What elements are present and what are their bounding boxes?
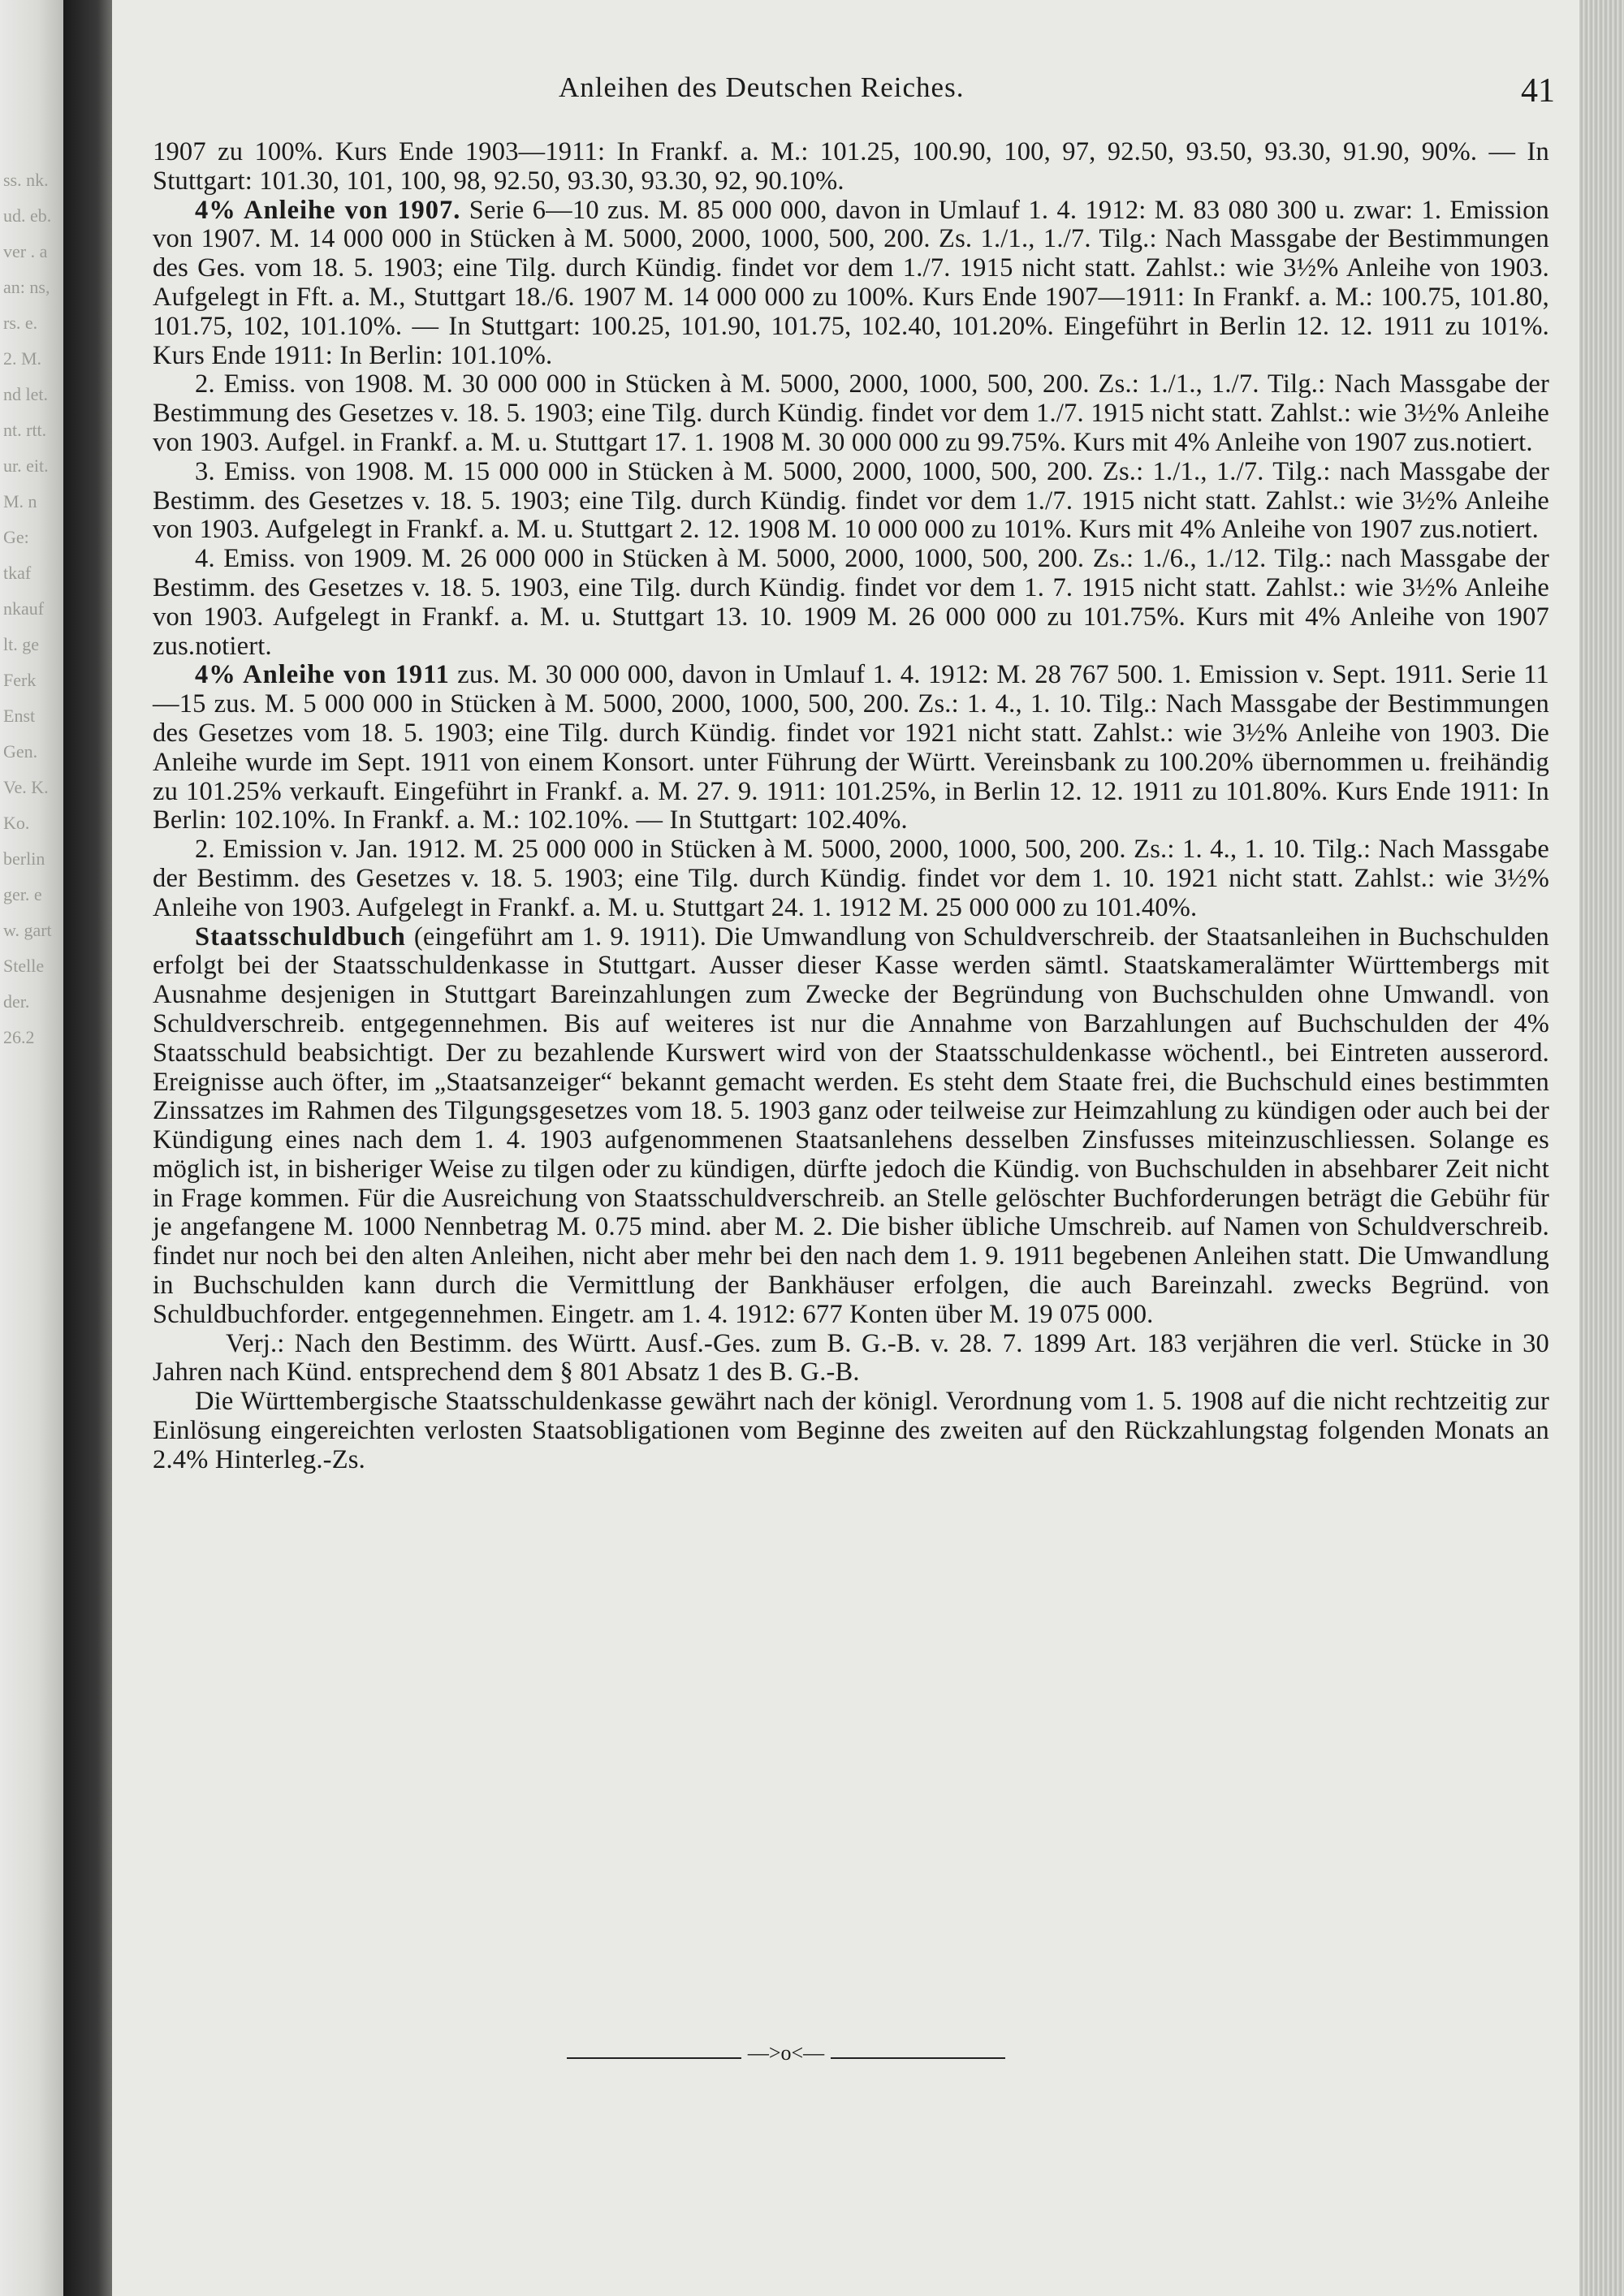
- page-edge-stack: [1579, 0, 1624, 2296]
- paragraph-emission-3: 3. Emiss. von 1908. M. 15 000 000 in Stücken à M. 5000, 2000, 1000, 500, 200. Zs.: 1./1., 1./7. Tilg.: nach Massgabe der Bestimm. des Gesetzes v. 18. 5. 1903; eine Tilg. durch Kündig. findet vor dem 1./7. 1915 nicht statt. Zahlst.: wie 3½% Anleihe von 1903. Aufgelegt in Frankf. a. M. u. Stuttgart 2. 12. 1908 M. 10 000 000 zu 101%. Kurs mit 4% Anleihe von 1907 zus.notiert.: [153, 456, 1549, 545]
- section-divider: [567, 2041, 1005, 2065]
- body-text: [153, 138, 1549, 1475]
- paragraph-emission-2: 2. Emiss. von 1908. M. 30 000 000 in Stücken à M. 5000, 2000, 1000, 500, 200. Zs.: 1./1., 1./7. Tilg.: Nach Massgabe der Bestimmung des Gesetzes v. 18. 5. 1903; eine Tilg. durch Kündig. findet vor dem 1./7. 1915 nicht statt. Zahlst.: wie 3½% Anleihe von 1903. Aufgel. in Frankf. a. M. u. Stuttgart 17. 1. 1908 M. 30 000 000 zu 99.75%. Kurs mit 4% Anleihe von 1907 zus.notiert.: [153, 369, 1549, 457]
- heading-staatsschuldbuch: Staatsschuldbuch: [195, 921, 406, 952]
- section-anleihe-1911: [153, 661, 1549, 835]
- scan-left-margin: [0, 0, 63, 2296]
- divider-rule-left: [567, 2057, 741, 2059]
- running-header: [112, 71, 1579, 112]
- divider-rule-right: [831, 2057, 1005, 2059]
- paragraph-anleihe-1911: zus. M. 30 000 000, davon in Umlauf 1. 4. 1912: M. 28 767 500. 1. Emission v. Sept. 1911. Serie 11—15 zus. M. 5 000 000 in Stücken à M. 5000, 2000, 1000, 500, 200. Zs.: 1. 4., 1. 10. Tilg.: Nach Massgabe der Bestimmungen des Gesetzes vom 18. 5. 1903; eine Tilg. durch Kündig. findet vor 1921 nicht statt. Zahlst.: wie 3½% Anleihe von 1903. Die Anleihe wurde im Sept. 1911 von einem Konsort. unter Führung der Württ. Vereinsbank zu 100.20% übernommen u. freihändig zu 101.25% verkauft. Eingeführt in Frankf. a. M. 27. 9. 1911: 101.25%, in Berlin 12. 12. 1911 zu 101.80%. Kurs Ende 1911: In Berlin: 102.10%. In Frankf. a. M.: 102.10%. — In Stuttgart: 102.40%.: [153, 660, 1549, 835]
- paragraph-staatsschuldbuch: (eingeführt am 1. 9. 1911). Die Umwandlung von Schuldverschreib. der Staatsanleihen in Buchschulden erfolgt bei der Staatsschuldenkasse in Stuttgart. Ausser dieser Kasse werden sämtl. Staatskameralämter Württembergs mit Ausnahme desjenigen in Stuttgart Bareinzahlungen zum Zwecke der Begründung von Buchschulden ohne Umwandl. von Schuldverschreib. entgegennehmen. Bis auf weiteres ist nur die Annahme von Barzahlungen auf Buchschulden der 4% Staatsschuld beabsichtigt. Der zu bezahlende Kurswert wird von der Staatsschuldenkasse wöchentl., bei Eintreten ausserord. Ereignisse auch öfter, im „Staatsanzeiger“ bekannt gemacht werden. Es steht dem Staate frei, die Buchschuld eines bestimmten Zinssatzes im Rahmen des Tilgungsgesetzes vom 18. 5. 1903 ganz oder teilweise zur Heimzahlung zu kündigen oder auch bei der Kündigung eines nach dem 1. 4. 1903 aufgenommenen Staatsanlehens desselben Zinsfusses miteinzuschliessen. Solange es möglich ist, in bisheriger Weise zu tilgen oder zu kündigen, dürfte jedoch die Kündig. von Buchschulden in absehbarer Zeit nicht in Frage kommen. Für die Ausreichung von Staatsschuldverschreib. an Stelle gelöschter Buchforderungen beträgt die Gebühr für je angefangene M. 1000 Nennbetrag M. 0.75 mind. aber M. 2. Die bisher übliche Umschreib. auf Namen von Schuldverschreib. findet nur noch bei den alten Anleihen, nicht aber mehr bei den nach dem 1. 9. 1911 begebenen Anleihen statt. Die Umwandlung in Buchschulden kann durch die Vermittlung der Bankhäuser erfolgen, die auch Bareinzahl. zwecks Begründ. von Schuldbuchforder. entgegennehmen. Eingetr. am 1. 4. 1912: 677 Konten über M. 19 075 000.: [153, 921, 1549, 1329]
- paragraph-kurs-1903: 1907 zu 100%. Kurs Ende 1903—1911: In Frankf. a. M.: 101.25, 100.90, 100, 97, 92.50, 93.50, 93.30, 91.90, 90%. — In Stuttgart: 101.30, 101, 100, 98, 92.50, 93.30, 93.30, 92, 90.10%.: [153, 137, 1549, 196]
- heading-anleihe-1911: 4% Anleihe von 1911: [195, 660, 450, 690]
- paragraph-verjaehrung: Verj.: Nach den Bestimm. des Württ. Ausf.-Ges. zum B. G.-B. v. 28. 7. 1899 Art. 183 verjähren die verl. Stücke in 30 Jahren nach Künd. entsprechend dem § 801 Absatz 1 des B. G.-B.: [153, 1328, 1549, 1388]
- heading-anleihe-1907: 4% Anleihe von 1907.: [195, 195, 461, 225]
- paragraph-emission-1912: 2. Emission v. Jan. 1912. M. 25 000 000 in Stücken à M. 5000, 2000, 1000, 500, 200. Zs.: 1. 4., 1. 10. Tilg.: Nach Massgabe der Bestimm. des Gesetzes v. 18. 5. 1903; eine Tilg. durch Kündig. findet vor dem 1. 10. 1921 nicht statt. Zahlst.: wie 3½% Anleihe von 1903. Aufgelegt in Frankf. a. M. u. Stuttgart 24. 1. 1912 M. 25 000 000 zu 101.40%.: [153, 835, 1549, 922]
- paragraph-emission-4: 4. Emiss. von 1909. M. 26 000 000 in Stücken à M. 5000, 2000, 1000, 500, 200. Zs.: 1./6., 1./12. Tilg.: nach Massgabe der Bestimm. des Gesetzes v. 18. 5. 1903, eine Tilg. durch Kündig. findet vor dem 1. 7. 1915 nicht statt. Zahlst.: wie 3½% Anleihe von 1903. Aufgelegt in Frankf. a. M. u. Stuttgart 13. 10. 1909 M. 26 000 000 zu 101.75%. Kurs mit 4% Anleihe von 1907 zus.notiert.: [153, 544, 1549, 661]
- book-gutter: [63, 0, 112, 2296]
- divider-ornament: —>o<—: [747, 2041, 825, 2065]
- header-title: Anleihen des Deutschen Reiches.: [559, 71, 965, 103]
- section-anleihe-1907: [153, 196, 1549, 371]
- page-number: 41: [1521, 72, 1555, 110]
- margin-fragments: ss. nk. ud. eb. ver . a an: ns, rs. e. 2. M. nd let. nt. rtt. ur. eit. M. n Ge: tkaf nkauf lt. ge Ferk Enst Gen. Ve. K. Ko. berlin ger. e w. gart Stelle der. 26.2: [3, 170, 52, 1047]
- paragraph-hinterlegung: Die Württembergische Staatsschuldenkasse gewährt nach der königl. Verordnung vom 1. 5. 1908 auf die nicht rechtzeitig zur Einlösung eingereichten verlosten Staatsobligationen vom Beginne des zweiten auf den Rückzahlungstag folgenden Monats an 2.4% Hinterleg.-Zs.: [153, 1387, 1549, 1474]
- paragraph-anleihe-1907: Serie 6—10 zus. M. 85 000 000, davon in Umlauf 1. 4. 1912: M. 83 080 300 u. zwar: 1. Emission von 1907. M. 14 000 000 in Stücken à M. 5000, 2000, 1000, 500, 200. Zs. 1./1., 1./7. Tilg.: Nach Massgabe der Bestimmungen des Ges. vom 18. 5. 1903; eine Tilg. durch Kündig. findet vor dem 1./7. 1915 nicht statt. Zahlst.: wie 3½% Anleihe von 1903. Aufgelegt in Fft. a. M., Stuttgart 18./6. 1907 M. 14 000 000 zu 100%. Kurs Ende 1907—1911: In Frankf. a. M.: 100.75, 101.80, 101.75, 102, 101.10%. — In Stuttgart: 100.25, 101.90, 101.75, 102.40, 101.20%. Eingeführt in Berlin 12. 12. 1911 zu 101%. Kurs Ende 1911: In Berlin: 101.10%.: [153, 195, 1550, 370]
- document-page: [112, 0, 1579, 2296]
- section-staatsschuldbuch: [153, 923, 1549, 1330]
